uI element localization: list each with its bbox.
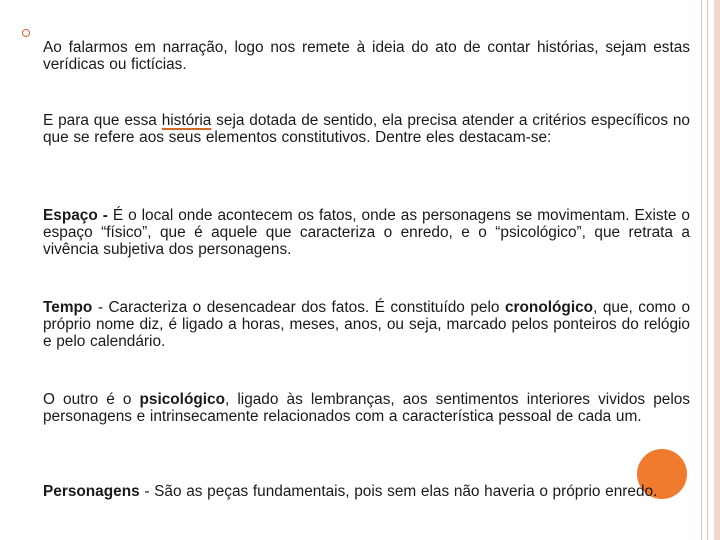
espaco-term: Espaço - (43, 207, 113, 225)
outro-psicologico: psicológico (139, 391, 225, 409)
tempo-cronologico: cronológico (504, 299, 594, 317)
frame-line-right (707, 0, 708, 540)
paragraph-espaco (43, 207, 690, 258)
outro-text-2: , ligado às lembranças, aos sentimentos interiores vividos pelos personagens e intrinsecamente relacionados com a característica pessoal de cada um. (43, 391, 690, 426)
criterios-text-after: seja dotada de sentido, ela precisa atender a critérios específicos no que se refere aos seus elementos constitutivos. Dentre eles destacam-se: (43, 112, 690, 147)
paragraph-criterios (43, 112, 690, 146)
tempo-text-2: , que, como o próprio nome diz, é ligado a horas, meses, anos, ou seja, marcado pelos ponteiros do relógio e pelo calendário. (43, 299, 690, 351)
frame-line-left (701, 0, 702, 540)
paragraph-psicologico (43, 391, 690, 425)
personagens-text: - São as peças fundamentais, pois sem elas não haveria o próprio enredo. (139, 483, 658, 501)
tempo-text-1: - Caracteriza o desencadear dos fatos. É constituído pelo (92, 299, 505, 317)
outro-text-1: O outro é o (43, 391, 140, 409)
right-border-strip (714, 0, 720, 540)
paragraph-narracao (43, 39, 690, 73)
criterios-text-before: E para que essa (43, 112, 162, 130)
paragraph-narracao-text: Ao falarmos em narração, logo nos remete à ideia do ato de contar histórias, sejam estas verídicas ou fictícias. (43, 39, 690, 74)
paragraph-tempo (43, 299, 690, 350)
historia-link[interactable]: história (161, 112, 212, 130)
espaco-text: É o local onde acontecem os fatos, onde as personagens se movimentam. Existe o espaço “físico”, que é aquele que caracteriza o enredo, e o “psicológico”, que retrata a vivência subjetiva dos personagens. (43, 207, 690, 259)
paragraph-personagens (43, 483, 690, 500)
tempo-term: Tempo (43, 299, 93, 317)
personagens-term: Personagens (43, 483, 140, 501)
bullet-circle-icon (22, 29, 30, 37)
